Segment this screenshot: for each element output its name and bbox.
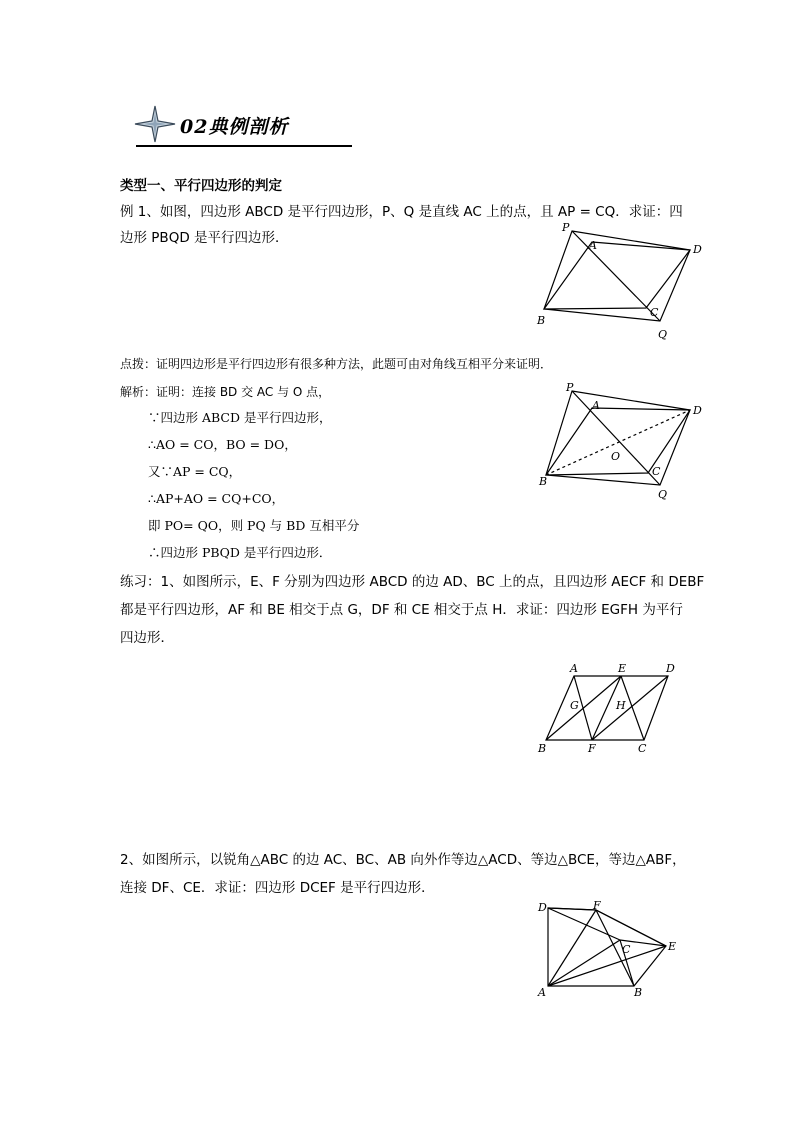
solution-step-1: ∵四边形 ABCD 是平行四边形， <box>148 410 332 425</box>
line-be <box>546 676 621 740</box>
type-heading: 类型一、平行四边形的判定 <box>120 178 282 194</box>
example1-line2: 边形 PBQD 是平行四边形． <box>120 230 289 246</box>
section-title: 02典例剖析 <box>180 116 289 138</box>
label-a: A <box>589 239 597 252</box>
exercise2-line1: 2、如图所示，以锐角△ABC 的边 AC、BC、AB 向外作等边△ACD、等边△BCE，等边△ABF， <box>120 852 686 868</box>
label-g: G <box>570 699 579 712</box>
exercise1-line1: 练习：1、如图所示，E、F 分别为四边形 ABCD 的边 AD、BC 上的点，且四边形 AECF 和 DEBF <box>120 574 705 590</box>
label-a: A <box>570 662 578 675</box>
label-c: C <box>622 943 631 956</box>
solution-step-5: 即 PO= QO，则 PQ 与 BD 互相平分 <box>148 518 360 533</box>
solution-step-3: 又∵AP = CQ， <box>148 464 242 479</box>
label-o: O <box>611 450 621 463</box>
label-d: D <box>538 901 547 914</box>
label-p: P <box>562 221 570 234</box>
solution-line1: 解析：证明：连接 BD 交 AC 与 O 点， <box>120 385 331 399</box>
label-q: Q <box>658 328 668 341</box>
label-q: Q <box>658 488 668 501</box>
section-divider <box>136 145 352 147</box>
exercise1-line2: 都是平行四边形，AF 和 BE 相交于点 G，DF 和 CE 相交于点 H．求证：四边形 EGFH 为平行 <box>120 602 683 618</box>
figure-parallelogram-egfh <box>530 658 690 756</box>
label-b: B <box>539 475 548 488</box>
four-point-star-icon <box>133 104 177 144</box>
figure-equilateral-triangles <box>530 896 690 1004</box>
line-pq <box>572 391 660 485</box>
label-f: F <box>593 899 601 912</box>
parallelogram-abcd <box>544 242 690 309</box>
label-b: B <box>537 314 546 327</box>
label-a: A <box>592 399 600 412</box>
figure-parallelogram-pbqd-diagonals <box>530 378 710 503</box>
label-d: D <box>666 662 675 675</box>
hint-text: 点拨：证明四边形是平行四边形有很多种方法，此题可由对角线互相平分来证明． <box>120 357 553 371</box>
solution-step-4: ∴AP+AO = CQ+CO， <box>148 491 285 506</box>
label-e: E <box>668 940 677 953</box>
label-d: D <box>693 243 702 256</box>
quad-pbqd <box>546 391 690 485</box>
figure-parallelogram-pbqd <box>530 218 710 343</box>
line-dc <box>548 908 620 940</box>
label-e: E <box>618 662 627 675</box>
line-ca <box>548 940 620 986</box>
line-fa <box>548 910 596 986</box>
label-a: A <box>538 986 546 999</box>
exercise1-line3: 四边形． <box>120 630 174 646</box>
line-df <box>548 908 596 910</box>
label-h: H <box>616 699 626 712</box>
label-b: B <box>634 986 643 999</box>
exercise2-line2: 连接 DF、CE．求证：四边形 DCEF 是平行四边形． <box>120 880 435 896</box>
label-d: D <box>693 404 702 417</box>
line-ae <box>548 946 666 986</box>
label-c: C <box>652 465 661 478</box>
solution-step-2: ∴AO = CO，BO = DO， <box>148 437 297 452</box>
label-c: C <box>650 306 659 319</box>
label-p: P <box>566 381 574 394</box>
label-b: B <box>538 742 547 755</box>
line-fe <box>596 910 666 946</box>
label-c: C <box>638 742 647 755</box>
label-f: F <box>588 742 596 755</box>
example1-line1: 例 1、如图，四边形 ABCD 是平行四边形，P、Q 是直线 AC 上的点，且 AP = CQ．求证：四 <box>120 204 683 220</box>
solution-step-6: ∴四边形 PBQD 是平行四边形． <box>148 545 332 560</box>
